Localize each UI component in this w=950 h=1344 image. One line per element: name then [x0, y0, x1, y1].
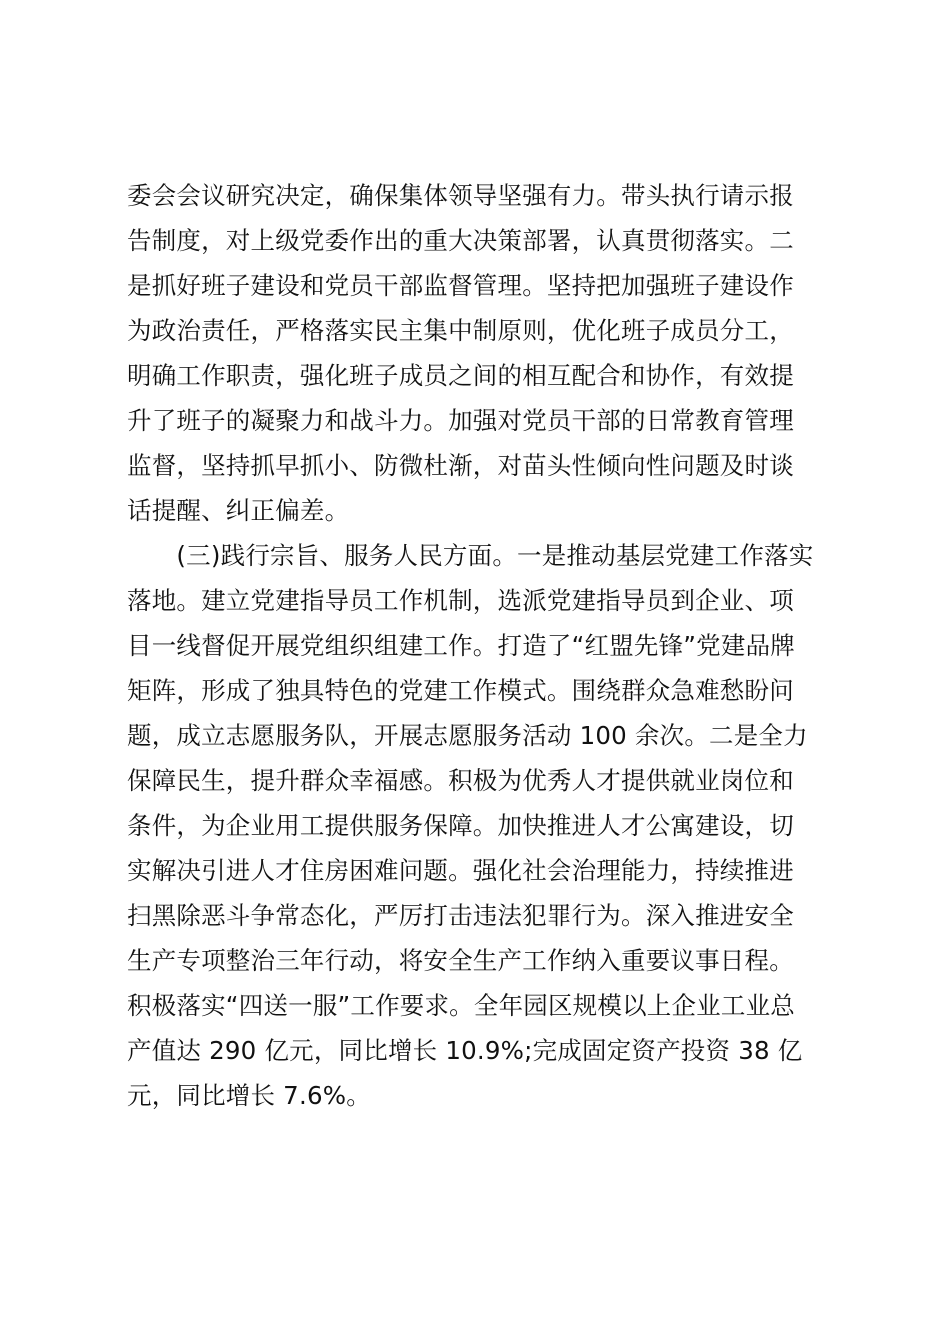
text-line: 元，同比增长 7.6%。 — [127, 1081, 371, 1110]
text-line: (三)践行宗旨、服务人民方面。一是推动基层党建工作落实 — [127, 541, 814, 570]
text-line: 题，成立志愿服务队，开展志愿服务活动 100 余次。二是全力 — [127, 721, 808, 750]
body-text — [127, 173, 827, 1118]
text-line: 话提醒、纠正偏差。 — [127, 496, 350, 525]
text-line: 落地。建立党建指导员工作机制，选派党建指导员到企业、项 — [127, 586, 794, 615]
text-line: 监督，坚持抓早抓小、防微杜渐，对苗头性倾向性问题及时谈 — [127, 451, 794, 480]
text-line: 明确工作职责，强化班子成员之间的相互配合和协作，有效提 — [127, 361, 794, 390]
text-line: 扫黑除恶斗争常态化，严厉打击违法犯罪行为。深入推进安全 — [127, 901, 794, 930]
text-line: 告制度，对上级党委作出的重大决策部署，认真贯彻落实。二 — [127, 226, 794, 255]
text-line: 升了班子的凝聚力和战斗力。加强对党员干部的日常教育管理 — [127, 406, 794, 435]
text-line: 为政治责任，严格落实民主集中制原则，优化班子成员分工， — [127, 316, 794, 345]
text-line: 实解决引进人才住房困难问题。强化社会治理能力，持续推进 — [127, 856, 794, 885]
text-line: 委会会议研究决定，确保集体领导坚强有力。带头执行请示报 — [127, 181, 794, 210]
text-line: 生产专项整治三年行动，将安全生产工作纳入重要议事日程。 — [127, 946, 794, 975]
text-line: 条件，为企业用工提供服务保障。加快推进人才公寓建设，切 — [127, 811, 794, 840]
text-line: 矩阵，形成了独具特色的党建工作模式。围绕群众急难愁盼问 — [127, 676, 794, 705]
text-line: 产值达 290 亿元，同比增长 10.9%;完成固定资产投资 38 亿 — [127, 1036, 803, 1065]
text-line: 目一线督促开展党组织组建工作。打造了“红盟先锋”党建品牌 — [127, 631, 795, 660]
text-line: 是抓好班子建设和党员干部监督管理。坚持把加强班子建设作 — [127, 271, 794, 300]
text-line: 积极落实“四送一服”工作要求。全年园区规模以上企业工业总 — [127, 991, 795, 1020]
text-line: 保障民生，提升群众幸福感。积极为优秀人才提供就业岗位和 — [127, 766, 794, 795]
